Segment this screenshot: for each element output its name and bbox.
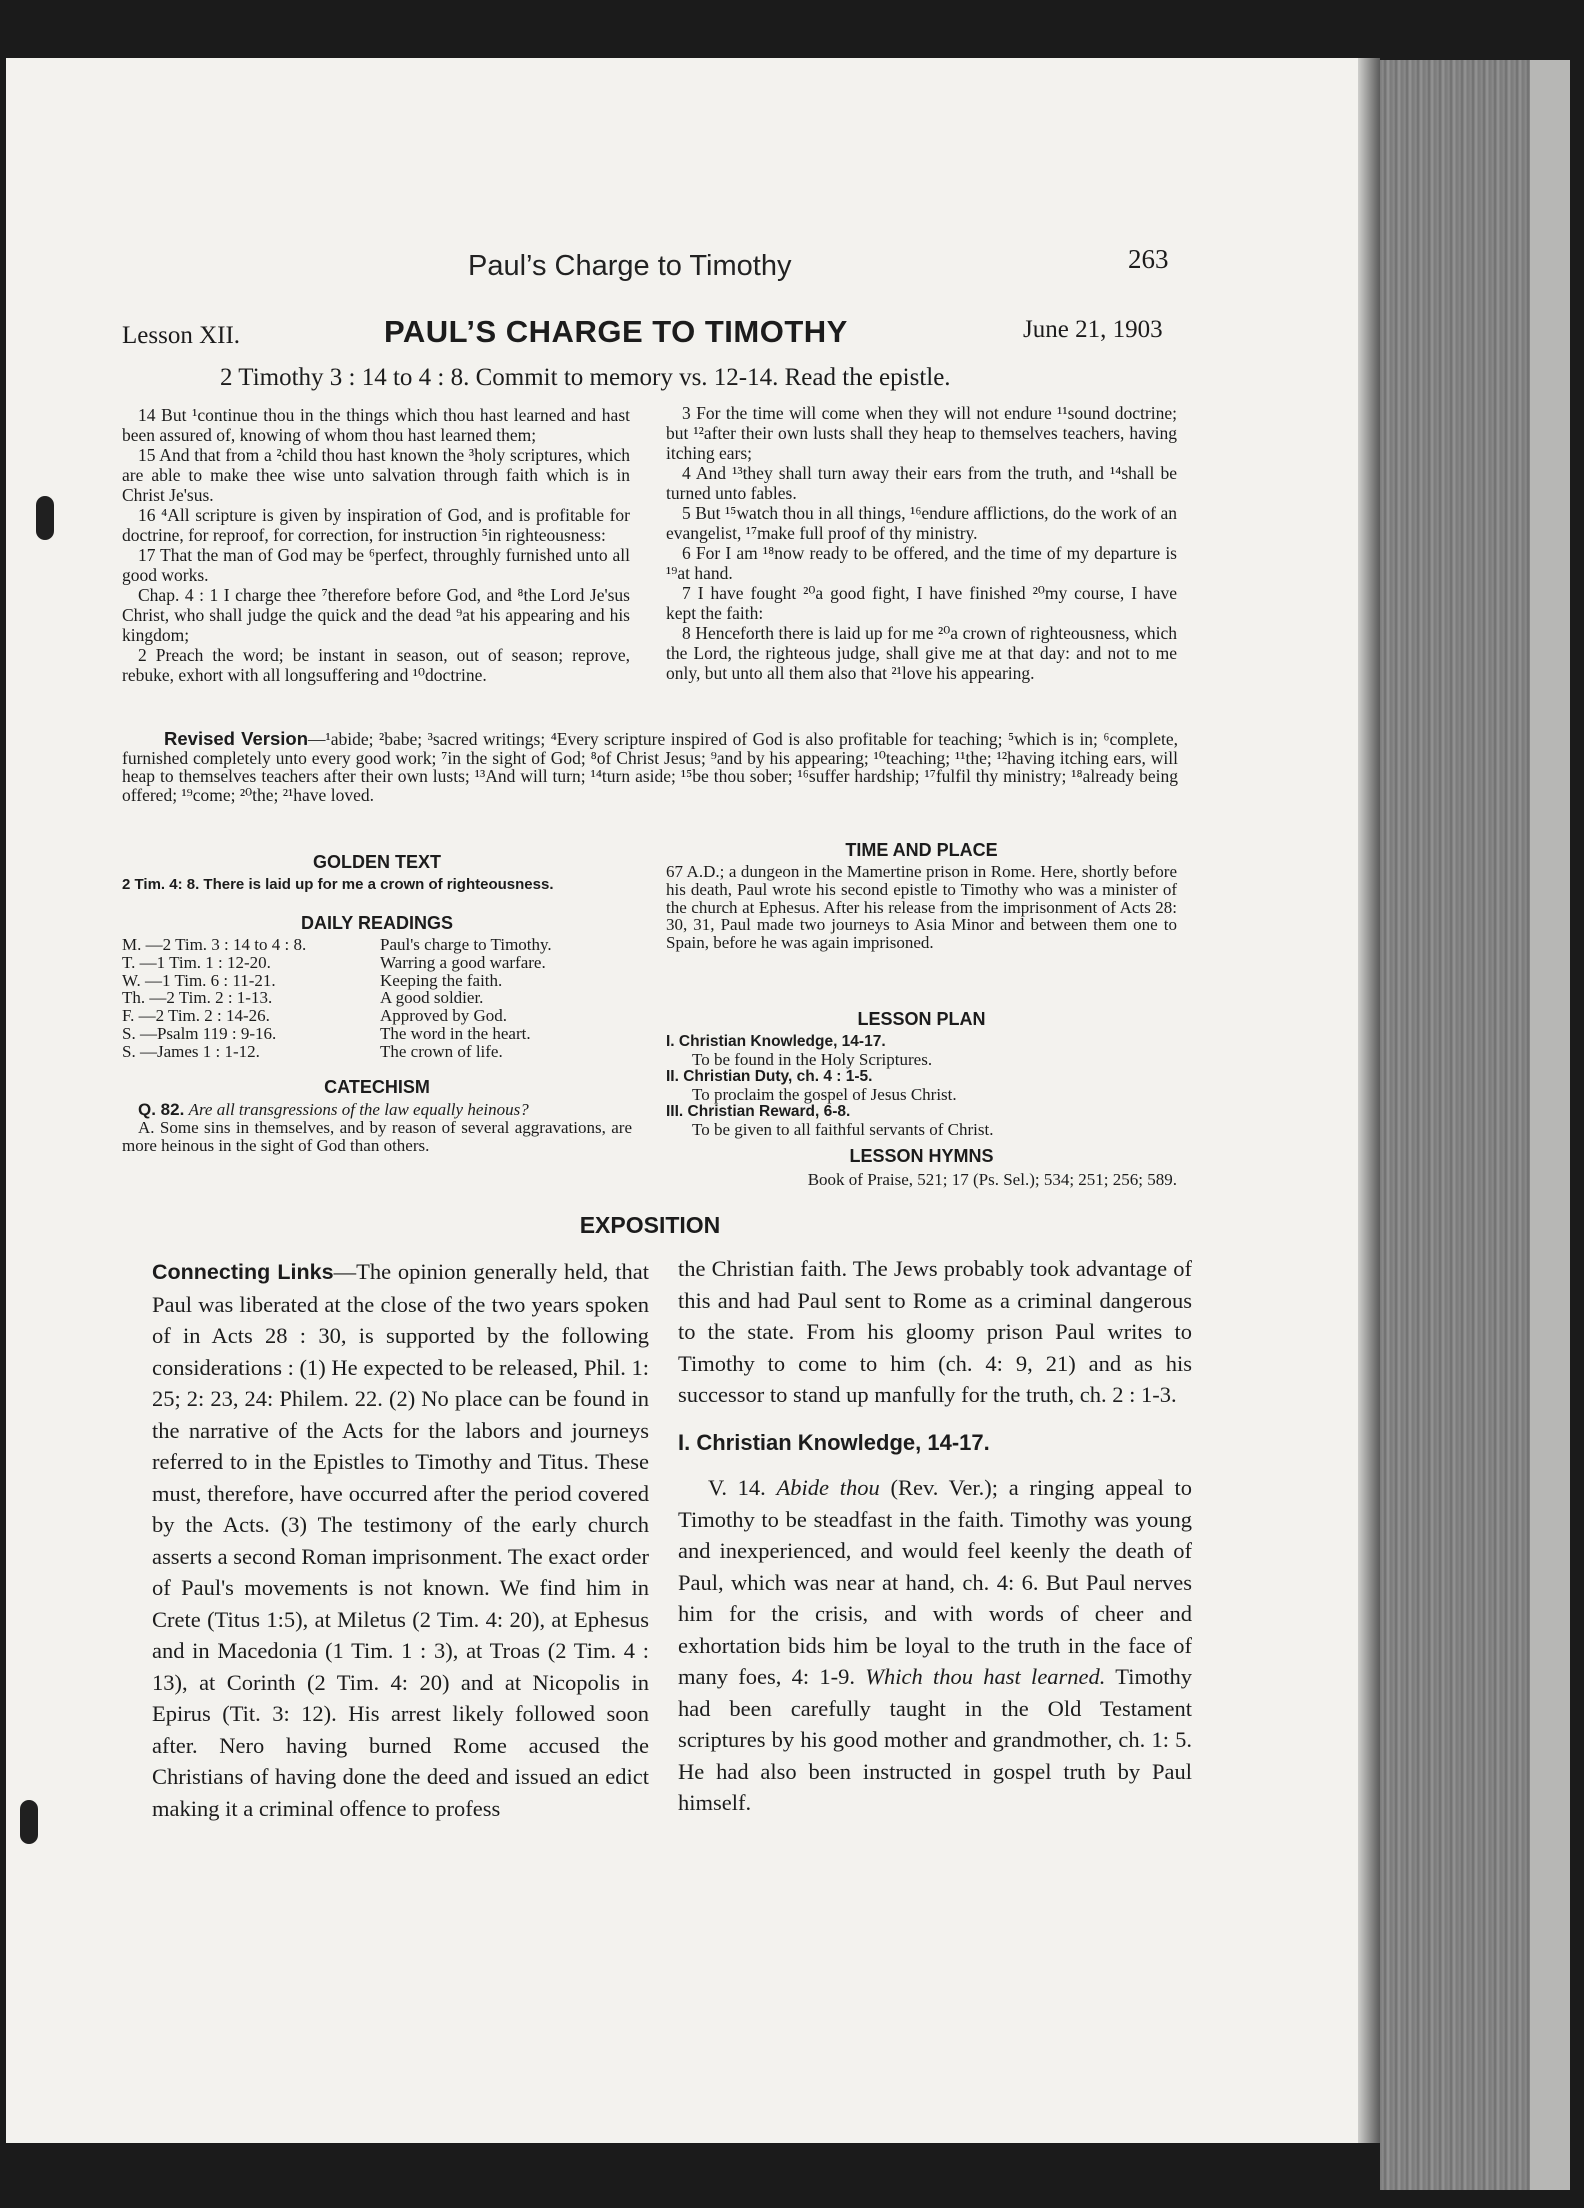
verse-phrase: Which thou hast learned.	[865, 1664, 1106, 1689]
reading-day: M.	[122, 935, 142, 954]
reading-title: A good soldier.	[380, 988, 484, 1008]
book-cover-edge	[1530, 60, 1570, 2190]
time-and-place-text: 67 A.D.; a dungeon in the Mamertine prison in Rome. Here, shortly before his death, Paul wrote his second epistle to Timothy who was a minister of the church at Ephesus. After his release from the imprisonment of Acts 28: 30, 31, Paul made two journeys to Asia Minor and between them one to Spain, before he was again imprisoned.	[666, 862, 1177, 953]
verse: Chap. 4 : 1 I charge thee ⁷therefore before God, and ⁸the Lord Je'sus Christ, who shall judge the quick and the dead ⁹at his appearing and his kingdom;	[122, 585, 630, 645]
reading-row	[122, 989, 632, 1007]
catechism-answer: A. Some sins in themselves, and by reason of several aggravations, are more heinous in the sight of God than others.	[122, 1118, 632, 1155]
page-edges	[1380, 60, 1530, 2190]
catechism-heading: CATECHISM	[324, 1077, 430, 1097]
scripture-verses-left	[122, 405, 630, 685]
reading-ref: —1 Tim. 6 : 11-21.	[145, 970, 276, 990]
time-and-place-heading: TIME AND PLACE	[845, 840, 998, 860]
lesson-plan-heading: LESSON PLAN	[857, 1009, 986, 1029]
reading-ref: —James 1 : 1-12.	[139, 1041, 260, 1061]
punch-hole	[36, 496, 54, 540]
daily-readings-list	[122, 936, 632, 1061]
running-head: Paul’s Charge to Timothy	[468, 250, 792, 282]
plan-point-sub: To be given to all faithful servants of Christ.	[692, 1119, 994, 1139]
reading-title: Approved by God.	[380, 1006, 508, 1026]
reading-title: The word in the heart.	[380, 1023, 531, 1043]
exposition-heading: EXPOSITION	[579, 1212, 721, 1238]
page-gutter-shadow	[1358, 58, 1380, 2143]
daily-readings-heading: DAILY READINGS	[300, 913, 454, 933]
reading-day: F.	[122, 1006, 135, 1026]
revised-version-label: Revised Version	[164, 728, 309, 749]
reading-day: S.	[122, 1041, 136, 1061]
verse-reference: V. 14.	[708, 1475, 766, 1500]
lesson-number: Lesson XII.	[122, 322, 241, 349]
reading-title: Warring a good warfare.	[380, 952, 546, 972]
reading-ref: —Psalm 119 : 9-16.	[139, 1023, 277, 1043]
verse: 6 For I am ¹⁸now ready to be offered, and the time of my departure is ¹⁹at hand.	[666, 543, 1177, 583]
reading-title: The crown of life.	[380, 1041, 503, 1061]
reading-row	[122, 1043, 632, 1061]
verse-commentary: Timothy had been carefully taught in the Old Testament scriptures by his good mother and grandmother, ch. 1: 5. He had also been instructed in gospel truth by Paul himself.	[678, 1664, 1192, 1815]
reading-day: S.	[122, 1023, 136, 1043]
connecting-links-text: —The opinion generally held, that Paul was liberated at the close of the two years spoken of in Acts 28 : 30, is supported by the following considerations : (1) He expected to be released, Phil. 1: 25; 2: 23, 24: Philem. 22. (2) No place can be found in the narrative of the Acts for the labors and journeys referred to in the Epistles to Timothy and Titus. These must, therefore, have occurred after the period covered by the Acts. (3) The testimony of the early church asserts a second Roman imprisonment. The exact order of Paul's movements is not known. We find him in Crete (Titus 1:5), at Miletus (2 Tim. 4: 20), at Ephesus and in Macedonia (1 Tim. 1 : 3), at Troas (2 Tim. 4 : 13), at Corinth (2 Tim. 4: 20) and at Nicopolis in Epirus (Tit. 3: 12). His arrest likely followed soon after. Nero having burned Rome accused the Christians of having done the deed and issued an edict making it a criminal offence to profess	[152, 1259, 649, 1821]
verse-commentary: (Rev. Ver.); a ringing appeal to Timothy to be steadfast in the faith. Timothy was young and inexperienced, and would feel keenly the death of Paul, which was near at hand, ch. 4: 6. But Paul nerves him for the crisis, and with words of cheer and exhortation bids him be loyal to the truth in the face of many foes, 4: 1-9.	[678, 1475, 1193, 1689]
section-heading: I. Christian Knowledge, 14-17.	[678, 1429, 990, 1455]
page-number: 263	[1128, 244, 1169, 274]
reading-ref: —2 Tim. 2 : 1-13.	[149, 988, 273, 1008]
verse: 7 I have fought ²⁰a good fight, I have finished ²⁰my course, I have kept the faith:	[666, 583, 1177, 623]
verse: 5 But ¹⁵watch thou in all things, ¹⁶endure afflictions, do the work of an evangelist, ¹⁷make full proof of thy ministry.	[666, 503, 1177, 543]
reading-day: Th.	[122, 988, 146, 1008]
reading-title: Keeping the faith.	[380, 970, 503, 990]
reading-row	[122, 1025, 632, 1043]
reading-ref: —2 Tim. 2 : 14-26.	[138, 1006, 270, 1026]
verse: 14 But ¹continue thou in the things which thou hast learned and hast been assured of, knowing of whom thou hast learned them;	[122, 405, 630, 445]
exposition-column-right	[678, 1253, 1192, 1819]
lesson-date: June 21, 1903	[1023, 316, 1163, 343]
verse: 4 And ¹³they shall turn away their ears from the truth, and ¹⁴shall be turned unto fables.	[666, 463, 1177, 503]
revised-version-notes	[122, 730, 1178, 804]
plan-point: III. Christian Reward, 6-8.	[666, 1103, 851, 1121]
reading-row	[122, 1007, 632, 1025]
verse: 2 Preach the word; be instant in season, out of season; reprove, rebuke, exhort with all longsuffering and ¹⁰doctrine.	[122, 645, 630, 685]
plan-point-sub: To be found in the Holy Scriptures.	[692, 1049, 933, 1069]
reading-ref: —1 Tim. 1 : 12-20.	[139, 952, 271, 972]
catechism-question-number: Q. 82.	[138, 1100, 185, 1119]
lesson-hymns: Book of Praise, 521; 17 (Ps. Sel.); 534; 251; 256; 589.	[807, 1170, 1177, 1189]
plan-point: I. Christian Knowledge, 14-17.	[666, 1033, 886, 1050]
lesson-title: PAUL’S CHARGE TO TIMOTHY	[384, 314, 848, 349]
exposition-continuation: the Christian faith. The Jews probably took advantage of this and had Paul sent to Rome as a criminal dangerous to the state. From his gloomy prison Paul writes to Timothy to come to him (ch. 4: 9, 21) and as his successor to stand up manfully for the truth, ch. 2 : 1-3.	[678, 1256, 1192, 1407]
lesson-plan	[666, 1033, 1177, 1139]
time-and-place	[666, 863, 1177, 952]
reading-row	[122, 936, 632, 954]
reading-row	[122, 972, 632, 990]
lesson-hymns-heading: LESSON HYMNS	[849, 1146, 994, 1166]
reading-row	[122, 954, 632, 972]
verse-phrase: Abide thou	[776, 1475, 880, 1500]
scripture-verses-right	[666, 403, 1177, 683]
connecting-links-label: Connecting Links	[152, 1260, 334, 1284]
catechism-question: Are all transgressions of the law equally heinous?	[188, 1100, 529, 1119]
verse: 3 For the time will come when they will not endure ¹¹sound doctrine; but ¹²after their own lusts shall they heap to themselves teachers, having itching ears;	[666, 403, 1177, 463]
reading-day: T.	[122, 952, 136, 972]
verse: 16 ⁴All scripture is given by inspiration of God, and is profitable for doctrine, for reproof, for correction, for instruction ⁵in righteousness:	[122, 505, 630, 545]
plan-point-sub: To proclaim the gospel of Jesus Christ.	[692, 1084, 957, 1104]
catechism	[122, 1101, 632, 1155]
scripture-passage: 2 Timothy 3 : 14 to 4 : 8. Commit to memory vs. 12-14. Read the epistle.	[220, 364, 951, 391]
punch-hole	[20, 1800, 38, 1844]
reading-title: Paul's charge to Timothy.	[380, 935, 552, 954]
golden-text-heading: GOLDEN TEXT	[312, 852, 441, 872]
reading-day: W.	[122, 970, 141, 990]
verse: 15 And that from a ²child thou hast known the ³holy scriptures, which are able to make thee wise unto salvation through faith which is in Christ Je'sus.	[122, 445, 630, 505]
verse: 17 That the man of God may be ⁶perfect, throughly furnished unto all good works.	[122, 545, 630, 585]
verse: 8 Henceforth there is laid up for me ²⁰a crown of righteousness, which the Lord, the righteous judge, shall give me at that day: and not to me only, but unto all them also that ²¹love his appearing.	[666, 623, 1177, 683]
golden-text: 2 Tim. 4: 8. There is laid up for me a crown of righteousness.	[122, 876, 554, 893]
reading-ref: —2 Tim. 3 : 14 to 4 : 8.	[145, 935, 307, 954]
plan-point: II. Christian Duty, ch. 4 : 1-5.	[666, 1068, 873, 1086]
exposition-column-left	[152, 1256, 649, 1824]
revised-version-text: —¹abide; ²babe; ³sacred writings; ⁴Every scripture inspired of God is also profitable for teaching; ⁵which is in; ⁶complete, furnished completely unto every good work; ⁷in the sight of God; ⁸of Christ Jesus; ⁹and by his appearing; ¹⁰teaching; ¹¹the; ¹²having itching ears, will heap to themselves teachers after their own lusts; ¹³And will turn; ¹⁴turn aside; ¹⁵be thou sober; ¹⁶suffer hardship; ¹⁷fulfil thy ministry; ¹⁸already being offered; ¹⁹come; ²⁰the; ²¹have loved.	[122, 729, 1179, 805]
